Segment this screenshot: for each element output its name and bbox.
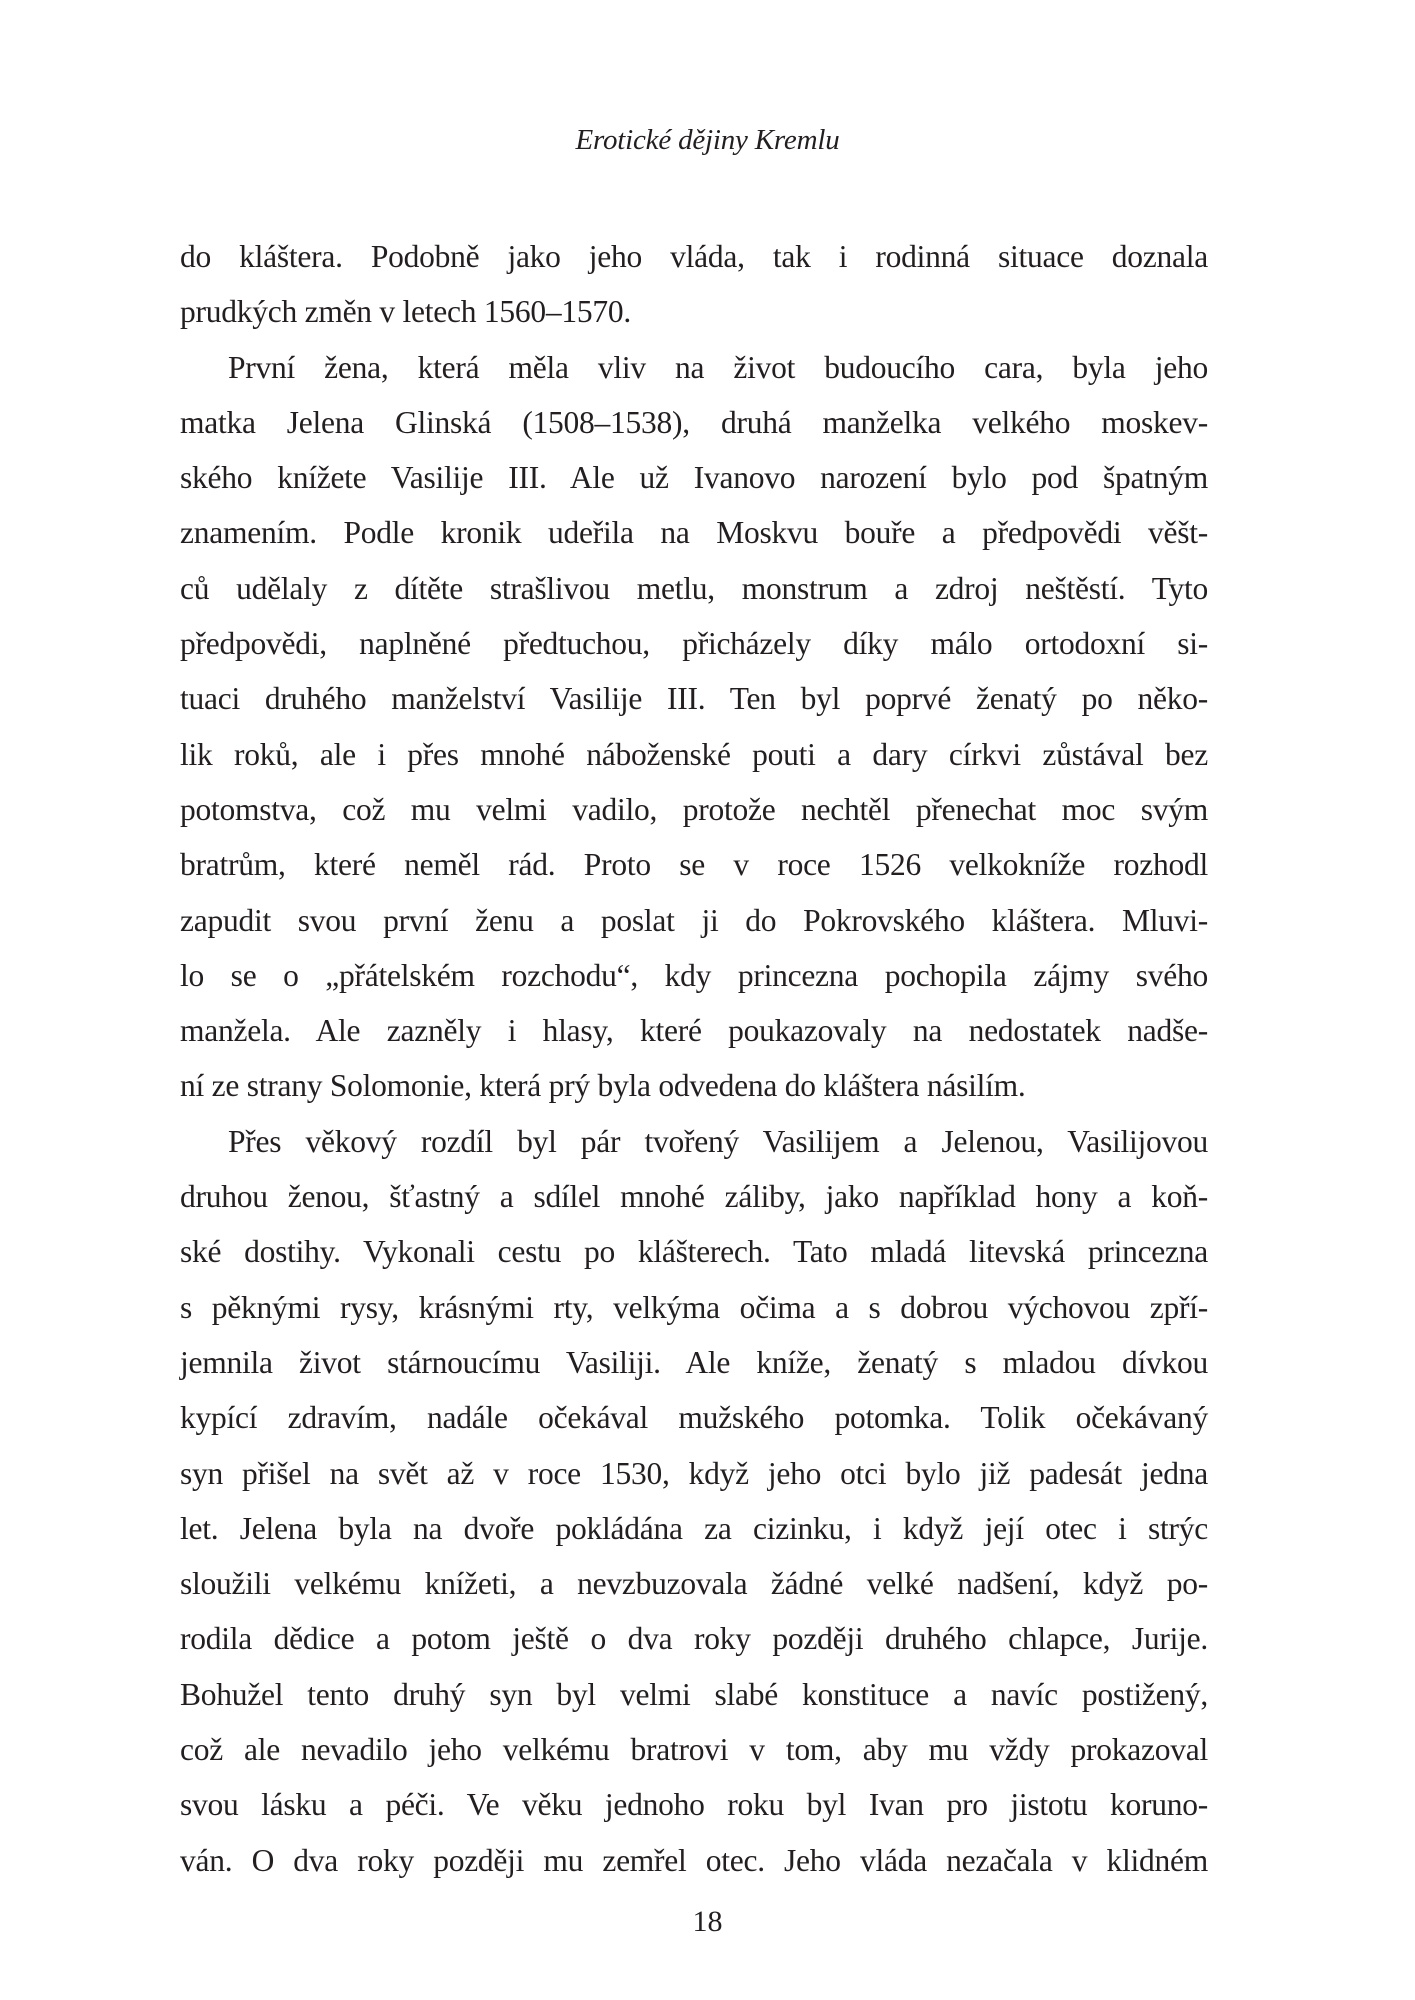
text-line: znamením. Podle kronik udeřila na Moskvu bouře a předpovědi věšt- bbox=[180, 515, 1208, 551]
text-line: bratrům, které neměl rád. Proto se v roce 1526 velkokníže rozhodl bbox=[180, 847, 1208, 883]
running-head: Erotické dějiny Kremlu bbox=[575, 124, 840, 156]
text-line: s pěknými rysy, krásnými rty, velkýma očima a s dobrou výchovou zpří- bbox=[180, 1289, 1208, 1325]
text-line: rodila dědice a potom ještě o dva roky později druhého chlapce, Jurije. bbox=[180, 1621, 1208, 1657]
text-line: ván. O dva roky později mu zemřel otec. Jeho vláda nezačala v klidném bbox=[180, 1842, 1208, 1878]
text-line: jemnila život stárnoucímu Vasiliji. Ale kníže, ženatý s mladou dívkou bbox=[180, 1344, 1208, 1380]
text-line: sloužili velkému knížeti, a nevzbuzovala žádné velké nadšení, když po- bbox=[180, 1566, 1208, 1602]
page-number: 18 bbox=[692, 1905, 723, 1938]
text-line: svou lásku a péči. Ve věku jednoho roku byl Ivan pro jistotu koruno- bbox=[180, 1787, 1208, 1823]
text-line: ského knížete Vasilije III. Ale už Ivanovo narození bylo pod špatným bbox=[180, 460, 1208, 496]
text-line: lo se o „přátelském rozchodu“, kdy princezna pochopila zájmy svého bbox=[180, 957, 1208, 993]
text-line: předpovědi, naplněné předtuchou, přicházely díky málo ortodoxní si- bbox=[180, 626, 1208, 662]
text-line: zapudit svou první ženu a poslat ji do Pokrovského kláštera. Mluvi- bbox=[180, 902, 1208, 938]
text-line: lik roků, ale i přes mnohé náboženské pouti a dary církvi zůstával bez bbox=[180, 736, 1208, 772]
text-line: ské dostihy. Vykonali cestu po klášterech. Tato mladá litevská princezna bbox=[180, 1234, 1208, 1270]
text-line: První žena, která měla vliv na život budoucího cara, byla jeho bbox=[228, 349, 1208, 385]
text-line: prudkých změn v letech 1560–1570. bbox=[180, 294, 632, 330]
text-line: Bohužel tento druhý syn byl velmi slabé konstituce a navíc postižený, bbox=[180, 1676, 1208, 1712]
text-line: do kláštera. Podobně jako jeho vláda, tak i rodinná situace doznala bbox=[180, 239, 1208, 274]
text-line: ní ze strany Solomonie, která prý byla odvedena do kláštera násilím. bbox=[180, 1068, 1026, 1104]
text-line: ců udělaly z dítěte strašlivou metlu, monstrum a zdroj neštěstí. Tyto bbox=[180, 570, 1208, 606]
text-line: kypící zdravím, nadále očekával mužského potomka. Tolik očekávaný bbox=[180, 1400, 1208, 1436]
text-line: Přes věkový rozdíl byl pár tvořený Vasilijem a Jelenou, Vasilijovou bbox=[228, 1123, 1208, 1159]
text-line: syn přišel na svět až v roce 1530, když jeho otci bylo již padesát jedna bbox=[180, 1455, 1208, 1491]
text-line: matka Jelena Glinská (1508–1538), druhá manželka velkého moskev- bbox=[180, 404, 1208, 440]
text-line: let. Jelena byla na dvoře pokládána za cizinku, i když její otec i strýc bbox=[180, 1510, 1208, 1546]
text-line: druhou ženou, šťastný a sdílel mnohé záliby, jako například hony a koň- bbox=[180, 1179, 1208, 1215]
body-text bbox=[180, 229, 1208, 1888]
text-line: tuaci druhého manželství Vasilije III. Ten byl poprvé ženatý po něko- bbox=[180, 681, 1208, 717]
text-line: potomstva, což mu velmi vadilo, protože nechtěl přenechat moc svým bbox=[180, 791, 1208, 827]
text-line: což ale nevadilo jeho velkému bratrovi v tom, aby mu vždy prokazoval bbox=[180, 1732, 1208, 1768]
text-line: manžela. Ale zazněly i hlasy, které poukazovaly na nedostatek nadše- bbox=[180, 1013, 1208, 1049]
